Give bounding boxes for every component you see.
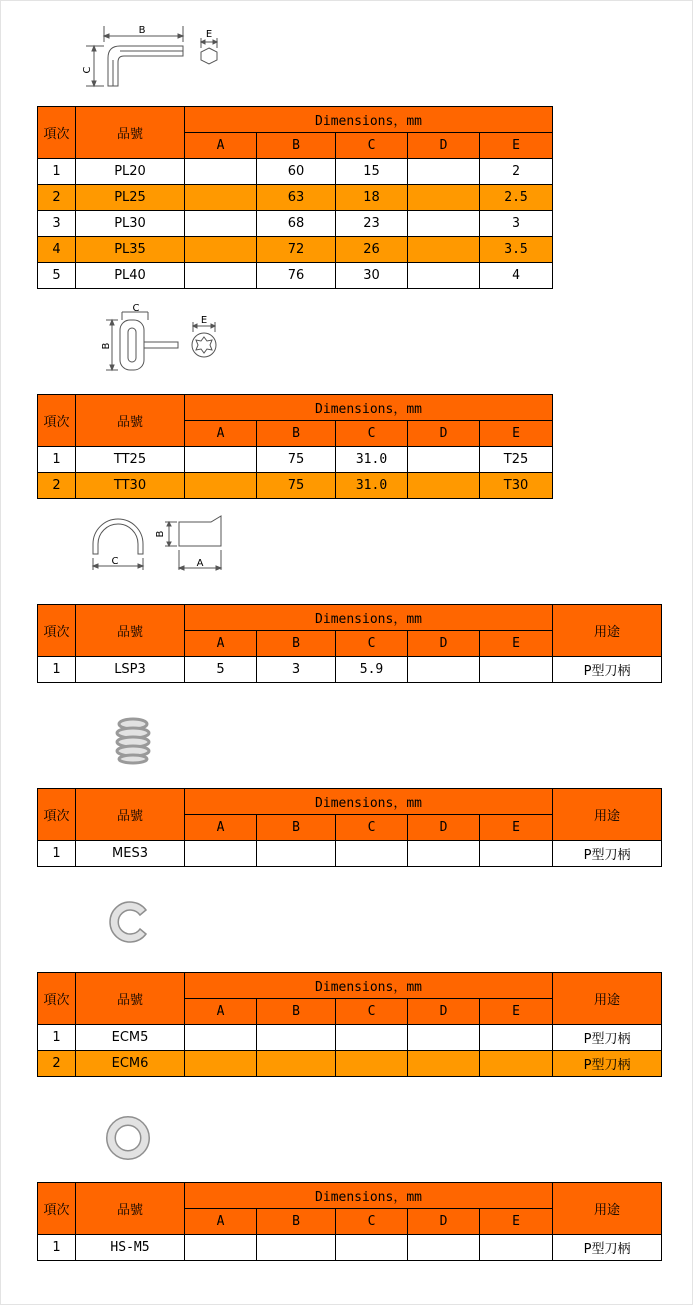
table-row — [38, 237, 553, 263]
cell-c: 18 — [336, 185, 408, 211]
cell-a — [185, 1235, 257, 1261]
cell-a — [185, 159, 257, 185]
cell-b: 75 — [257, 473, 336, 499]
cell-d — [408, 1025, 480, 1051]
col-header-c: C — [336, 815, 408, 841]
cell-model: MES3 — [76, 841, 185, 867]
cell-b: 3 — [257, 657, 336, 683]
torx-key-diagram — [100, 302, 230, 374]
cell-c: 31.0 — [336, 447, 408, 473]
cell-c — [336, 1025, 408, 1051]
cell-b: 76 — [257, 263, 336, 289]
col-header-c: C — [336, 999, 408, 1025]
cell-b: 63 — [257, 185, 336, 211]
table-row — [38, 473, 553, 499]
dim-c-label: C — [111, 556, 119, 567]
cell-b: 60 — [257, 159, 336, 185]
cell-c: 23 — [336, 211, 408, 237]
cell-use: P型刀柄 — [553, 841, 662, 867]
table-row — [38, 185, 553, 211]
cell-item: 1 — [38, 1025, 76, 1051]
col-header-item: 項次 — [38, 789, 76, 841]
cell-b: 68 — [257, 211, 336, 237]
cell-b — [257, 1025, 336, 1051]
cell-b: 75 — [257, 447, 336, 473]
table-row — [38, 1051, 662, 1077]
cell-d — [408, 211, 480, 237]
col-header-model: 品號 — [76, 973, 185, 1025]
cell-use: P型刀柄 — [553, 1025, 662, 1051]
col-header-e: E — [480, 631, 553, 657]
cell-b — [257, 841, 336, 867]
col-header-d: D — [408, 815, 480, 841]
dim-c-label: C — [82, 66, 93, 74]
spec-table-tt — [37, 394, 553, 499]
cell-model: PL35 — [76, 237, 185, 263]
cell-c: 31.0 — [336, 473, 408, 499]
cell-a — [185, 473, 257, 499]
col-header-c: C — [336, 421, 408, 447]
cell-e: 4 — [480, 263, 553, 289]
spec-table-ecm — [37, 972, 662, 1077]
table-row — [38, 211, 553, 237]
col-header-d: D — [408, 1209, 480, 1235]
cell-d — [408, 473, 480, 499]
col-header-a: A — [185, 133, 257, 159]
col-header-model: 品號 — [76, 789, 185, 841]
cell-a — [185, 1051, 257, 1077]
col-header-e: E — [480, 1209, 553, 1235]
cell-b — [257, 1235, 336, 1261]
cell-d — [408, 237, 480, 263]
table-row — [38, 159, 553, 185]
spring-clip-diagram — [85, 512, 230, 574]
dim-b-label: B — [101, 342, 112, 350]
hex-key-diagram — [80, 22, 230, 92]
cell-item: 1 — [38, 159, 76, 185]
cell-a — [185, 237, 257, 263]
cell-use: P型刀柄 — [553, 1051, 662, 1077]
cell-d — [408, 159, 480, 185]
cell-model: PL30 — [76, 211, 185, 237]
dim-a-label: A — [196, 558, 204, 569]
spec-table-hs — [37, 1182, 662, 1261]
col-header-d: D — [408, 999, 480, 1025]
cell-c: 15 — [336, 159, 408, 185]
col-header-dimensions: Dimensions，mm — [185, 973, 553, 999]
dim-b-label: B — [155, 530, 166, 538]
cell-d — [408, 1235, 480, 1261]
cell-e — [480, 1051, 553, 1077]
cell-b — [257, 1051, 336, 1077]
cell-a — [185, 447, 257, 473]
col-header-model: 品號 — [76, 1183, 185, 1235]
table-row — [38, 1025, 662, 1051]
cell-item: 2 — [38, 185, 76, 211]
cell-d — [408, 1051, 480, 1077]
cell-e: 3.5 — [480, 237, 553, 263]
table-row — [38, 263, 553, 289]
col-header-model: 品號 — [76, 395, 185, 447]
col-header-d: D — [408, 133, 480, 159]
col-header-e: E — [480, 999, 553, 1025]
c-ring-image — [108, 898, 152, 946]
col-header-a: A — [185, 815, 257, 841]
cell-a — [185, 185, 257, 211]
dim-e-label: E — [200, 315, 208, 326]
cell-e: T30 — [480, 473, 553, 499]
table-row — [38, 1235, 662, 1261]
dim-e-label: E — [205, 29, 213, 40]
col-header-b: B — [257, 999, 336, 1025]
cell-item: 1 — [38, 1235, 76, 1261]
col-header-e: E — [480, 133, 553, 159]
cell-a — [185, 1025, 257, 1051]
cell-e — [480, 1235, 553, 1261]
table-row — [38, 841, 662, 867]
cell-model: ECM5 — [76, 1025, 185, 1051]
cell-a — [185, 263, 257, 289]
cell-item: 4 — [38, 237, 76, 263]
col-header-model: 品號 — [76, 107, 185, 159]
cell-d — [408, 185, 480, 211]
col-header-a: A — [185, 631, 257, 657]
cell-model: PL25 — [76, 185, 185, 211]
cell-c — [336, 1235, 408, 1261]
cell-a — [185, 211, 257, 237]
col-header-b: B — [257, 421, 336, 447]
cell-item: 1 — [38, 447, 76, 473]
cell-e: 2 — [480, 159, 553, 185]
spec-table-lsp — [37, 604, 662, 683]
cell-b: 72 — [257, 237, 336, 263]
cell-c — [336, 841, 408, 867]
col-header-dimensions: Dimensions，mm — [185, 1183, 553, 1209]
col-header-a: A — [185, 421, 257, 447]
cell-item: 5 — [38, 263, 76, 289]
cell-e — [480, 657, 553, 683]
cell-model: TT30 — [76, 473, 185, 499]
coil-spring-image — [112, 716, 154, 766]
col-header-dimensions: Dimensions，mm — [185, 107, 553, 133]
col-header-item: 項次 — [38, 395, 76, 447]
cell-model: TT25 — [76, 447, 185, 473]
cell-e — [480, 1025, 553, 1051]
cell-e: 3 — [480, 211, 553, 237]
col-header-item: 項次 — [38, 973, 76, 1025]
cell-model: HS-M5 — [76, 1235, 185, 1261]
table-row — [38, 447, 553, 473]
col-header-model: 品號 — [76, 605, 185, 657]
col-header-dimensions: Dimensions，mm — [185, 789, 553, 815]
col-header-a: A — [185, 1209, 257, 1235]
cell-model: PL20 — [76, 159, 185, 185]
col-header-a: A — [185, 999, 257, 1025]
cell-item: 1 — [38, 841, 76, 867]
col-header-use: 用途 — [553, 605, 662, 657]
cell-use: P型刀柄 — [553, 657, 662, 683]
col-header-dimensions: Dimensions，mm — [185, 395, 553, 421]
cell-d — [408, 263, 480, 289]
col-header-item: 項次 — [38, 1183, 76, 1235]
spec-table-mes — [37, 788, 662, 867]
cell-model: LSP3 — [76, 657, 185, 683]
cell-c: 30 — [336, 263, 408, 289]
cell-item: 2 — [38, 1051, 76, 1077]
cell-item: 2 — [38, 473, 76, 499]
cell-item: 1 — [38, 657, 76, 683]
col-header-d: D — [408, 631, 480, 657]
cell-e: 2.5 — [480, 185, 553, 211]
cell-d — [408, 657, 480, 683]
cell-model: ECM6 — [76, 1051, 185, 1077]
cell-model: PL40 — [76, 263, 185, 289]
col-header-e: E — [480, 421, 553, 447]
cell-a — [185, 841, 257, 867]
table-row — [38, 657, 662, 683]
spec-table-pl — [37, 106, 553, 289]
cell-c: 26 — [336, 237, 408, 263]
col-header-c: C — [336, 133, 408, 159]
col-header-d: D — [408, 421, 480, 447]
col-header-use: 用途 — [553, 973, 662, 1025]
cell-e — [480, 841, 553, 867]
col-header-c: C — [336, 631, 408, 657]
col-header-c: C — [336, 1209, 408, 1235]
col-header-b: B — [257, 133, 336, 159]
col-header-use: 用途 — [553, 789, 662, 841]
o-ring-image — [104, 1114, 152, 1162]
cell-d — [408, 841, 480, 867]
cell-c: 5.9 — [336, 657, 408, 683]
dim-c-label: C — [132, 303, 140, 314]
col-header-item: 項次 — [38, 605, 76, 657]
cell-item: 3 — [38, 211, 76, 237]
dim-b-label: B — [138, 25, 146, 36]
cell-use: P型刀柄 — [553, 1235, 662, 1261]
col-header-item: 項次 — [38, 107, 76, 159]
col-header-b: B — [257, 815, 336, 841]
col-header-dimensions: Dimensions，mm — [185, 605, 553, 631]
col-header-use: 用途 — [553, 1183, 662, 1235]
cell-c — [336, 1051, 408, 1077]
col-header-e: E — [480, 815, 553, 841]
col-header-b: B — [257, 1209, 336, 1235]
col-header-b: B — [257, 631, 336, 657]
cell-d — [408, 447, 480, 473]
cell-e: T25 — [480, 447, 553, 473]
cell-a: 5 — [185, 657, 257, 683]
